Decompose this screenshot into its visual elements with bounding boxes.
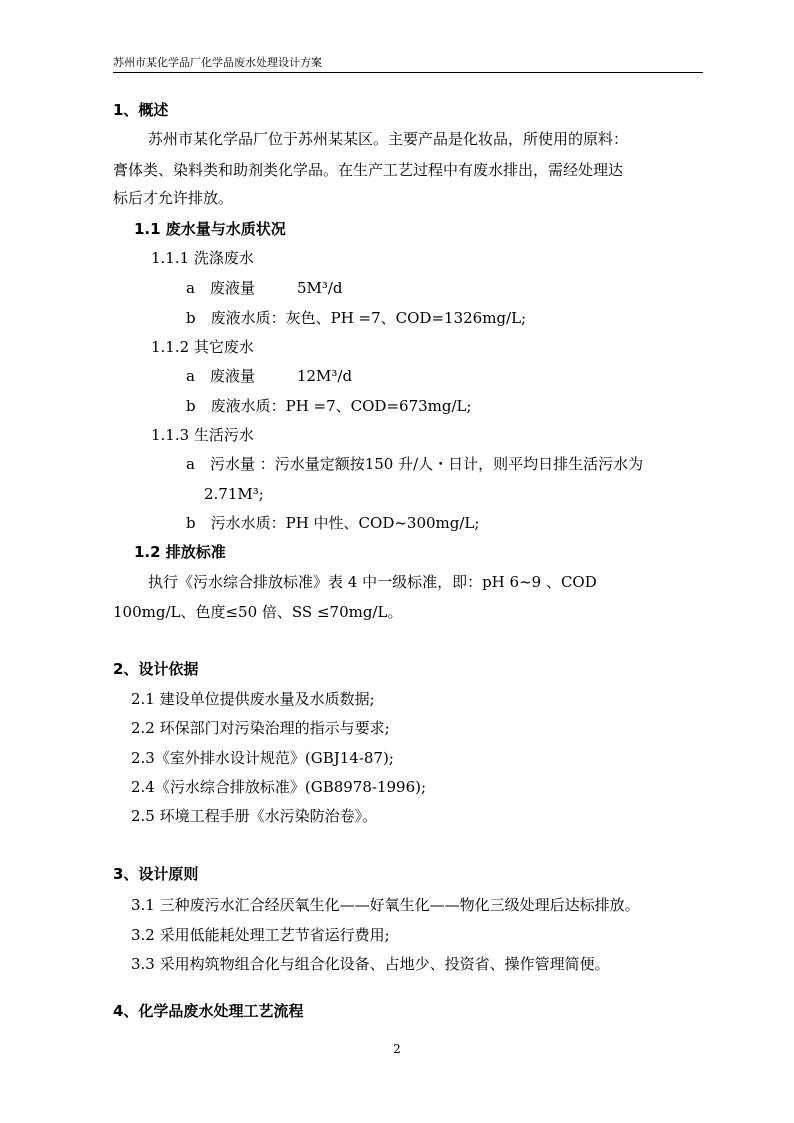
principle-item-3-2: 3.2 采用低能耗处理工艺节省运行费用; — [131, 926, 390, 944]
subsection-1-1-3-title: 1.1.3 生活污水 — [151, 426, 254, 444]
overview-para-line-3: 标后才允许排放。 — [113, 189, 234, 207]
running-header: 苏州市某化学品厂化学品废水处理设计方案 — [113, 56, 322, 69]
subsection-1-1-title: 1.1 废水量与水质状况 — [134, 220, 286, 238]
basis-item-2-4: 2.4《污水综合排放标准》(GB8978-1996); — [131, 778, 427, 796]
item-1-1-2-b: b 废液水质：PH =7、COD=673mg/L; — [186, 397, 472, 415]
subsection-1-2-title: 1.2 排放标准 — [134, 543, 226, 561]
section-2-title: 2、设计依据 — [113, 660, 199, 678]
subsection-1-1-1-title: 1.1.1 洗涤废水 — [151, 249, 254, 267]
principle-item-3-3: 3.3 采用构筑物组合化与组合化设备、占地少、投资省、操作管理简便。 — [131, 955, 610, 973]
item-1-1-3-b: b 污水水质：PH 中性、COD~300mg/L; — [186, 514, 480, 532]
item-1-1-2-a — [186, 366, 352, 386]
page-number: 2 — [393, 1042, 401, 1056]
overview-para-line-1: 苏州市某化学品厂位于苏州某某区。主要产品是化妆品，所使用的原料： — [148, 130, 629, 148]
item-1-1-1-a — [186, 278, 343, 298]
standard-line-2: 100mg/L、色度≤50 倍、SS ≤70mg/L。 — [113, 603, 403, 621]
section-1-title: 1、概述 — [113, 101, 169, 119]
basis-item-2-5: 2.5 环境工程手册《水污染防治卷》。 — [131, 807, 378, 825]
basis-item-2-3: 2.3《室外排水设计规范》(GBJ14-87); — [131, 749, 394, 767]
principle-item-3-1: 3.1 三种废污水汇合经厌氧生化——好氧生化——物化三级处理后达标排放。 — [131, 896, 640, 914]
section-4-title: 4、化学品废水处理工艺流程 — [113, 1002, 304, 1020]
item-1-1-3-a: a 污水量 ：污水量定额按150 升/人・日计，则平均日排生活污水为 — [186, 455, 644, 473]
item-value: 12M³/d — [296, 367, 353, 385]
standard-line-1: 执行《污水综合排放标准》表 4 中一级标准，即：pH 6~9 、COD — [148, 573, 597, 591]
item-1-1-1-b: b 废液水质：灰色、PH =7、COD=1326mg/L; — [186, 309, 527, 327]
basis-item-2-2: 2.2 环保部门对污染治理的指示与要求; — [131, 719, 390, 737]
overview-para-line-2: 膏体类、染料类和助剂类化学品。在生产工艺过程中有废水排出，需经处理达 — [113, 161, 624, 179]
subsection-1-1-2-title: 1.1.2 其它废水 — [151, 338, 254, 356]
item-label: a 废液量 — [186, 279, 255, 297]
item-label: a 废液量 — [186, 367, 255, 385]
section-3-title: 3、设计原则 — [113, 865, 199, 883]
item-value: 5M³/d — [296, 279, 343, 297]
basis-item-2-1: 2.1 建设单位提供废水量及水质数据; — [131, 690, 375, 708]
header-rule — [113, 72, 703, 73]
item-1-1-3-a-cont: 2.71M³; — [204, 485, 264, 503]
